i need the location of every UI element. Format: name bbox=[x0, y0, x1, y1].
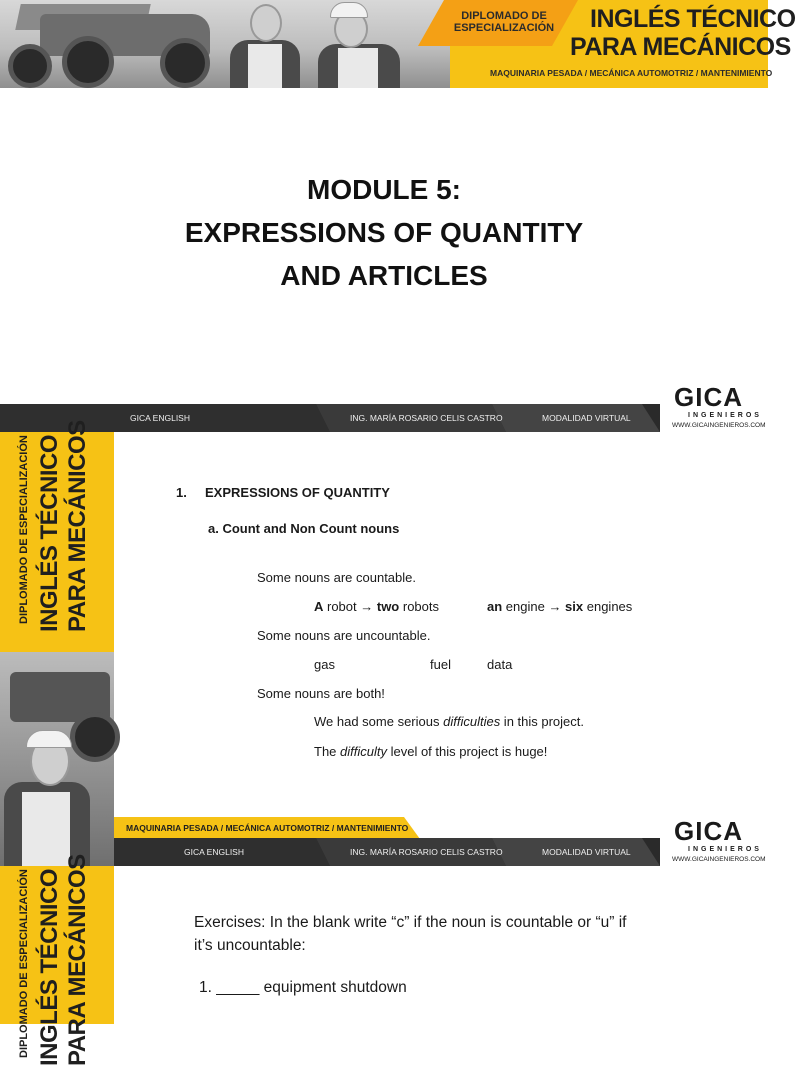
footer-brand: GICA ENGLISH bbox=[130, 413, 190, 423]
sentence-text: level of this project is huge! bbox=[386, 744, 548, 759]
word-engine: engine bbox=[502, 599, 549, 614]
countable-intro: Some nouns are countable. bbox=[257, 570, 416, 585]
example-robot bbox=[314, 599, 439, 614]
sentence-text: The bbox=[314, 744, 341, 759]
truck-wheel-icon bbox=[70, 712, 120, 762]
section-title: EXPRESSIONS OF QUANTITY bbox=[205, 485, 390, 500]
word-six: six bbox=[561, 599, 584, 614]
gica-logo-sub: INGENIEROS bbox=[688, 846, 762, 853]
truck-wheel-icon bbox=[62, 36, 114, 88]
sentence-text: We had some serious bbox=[314, 714, 444, 729]
header-title-line1: INGLÉS TÉCNICO bbox=[590, 5, 796, 33]
exercise-text: equipment shutdown bbox=[259, 979, 407, 996]
hard-hat-icon bbox=[330, 2, 368, 18]
footer-bar bbox=[0, 404, 660, 432]
uncountable-word: fuel bbox=[430, 657, 451, 672]
gica-logo-url: WWW.GICAINGENIEROS.COM bbox=[672, 856, 766, 863]
gica-logo bbox=[670, 816, 766, 866]
exercise-number: 1. bbox=[199, 979, 212, 996]
badge-line: ESPECIALIZACIÓN bbox=[453, 22, 555, 34]
sub-heading: a. Count and Non Count nouns bbox=[208, 521, 400, 536]
header-photo bbox=[0, 0, 450, 88]
gica-logo-sub: INGENIEROS bbox=[688, 412, 762, 419]
sidebar-small-label: DIPLOMADO DE ESPECIALIZACIÓN bbox=[18, 869, 30, 1058]
sentence-1 bbox=[314, 714, 584, 729]
both-intro: Some nouns are both! bbox=[257, 686, 385, 701]
section-number: 1. bbox=[176, 485, 187, 500]
slide1-header-banner bbox=[0, 0, 796, 88]
diplomado-badge-text bbox=[448, 10, 560, 34]
sidebar-big-label2: PARA MECÁNICOS bbox=[64, 420, 91, 632]
exercise-item bbox=[199, 979, 407, 997]
worker-vest bbox=[338, 48, 378, 88]
sentence-italic: difficulty bbox=[340, 744, 387, 759]
footer-bar bbox=[114, 838, 660, 866]
sentence-text: in this project. bbox=[500, 714, 585, 729]
gica-logo-mark: GICA bbox=[674, 382, 743, 412]
footer-mode: MODALIDAD VIRTUAL bbox=[542, 847, 631, 857]
header-subtitle: MAQUINARIA PESADA / MECÁNICA AUTOMOTRIZ / MANTENIMIENTO bbox=[490, 68, 773, 78]
module-title-line: AND ARTICLES bbox=[280, 260, 488, 291]
slide2-bottom-text: MAQUINARIA PESADA / MECÁNICA AUTOMOTRIZ / MANTENIMIENTO bbox=[126, 823, 409, 833]
sentence-italic: difficulties bbox=[443, 714, 501, 729]
word-robots: robots bbox=[399, 599, 439, 614]
sidebar-big-label2: PARA MECÁNICOS bbox=[64, 854, 91, 1066]
hard-hat-icon bbox=[26, 730, 72, 748]
sidebar-small-label: DIPLOMADO DE ESPECIALIZACIÓN bbox=[18, 435, 30, 624]
sidebar-photo bbox=[0, 652, 114, 866]
header-title-line2: PARA MECÁNICOS bbox=[570, 33, 791, 61]
gica-logo bbox=[670, 382, 766, 432]
uncountable-intro: Some nouns are uncountable. bbox=[257, 628, 431, 643]
truck-wheel-icon bbox=[8, 44, 52, 88]
worker-head bbox=[250, 4, 282, 42]
module-title bbox=[0, 168, 768, 297]
uncountable-word: gas bbox=[314, 657, 335, 672]
sidebar-big-label1: INGLÉS TÉCNICO bbox=[36, 868, 63, 1066]
word-two: two bbox=[373, 599, 400, 614]
badge-line: DIPLOMADO DE bbox=[461, 10, 547, 22]
word-engines: engines bbox=[583, 599, 633, 614]
word-robot: robot bbox=[323, 599, 361, 614]
worker-vest bbox=[22, 792, 70, 866]
footer-instructor: ING. MARÍA ROSARIO CELIS CASTRO bbox=[350, 413, 503, 423]
footer-brand: GICA ENGLISH bbox=[184, 847, 244, 857]
arrow-right-icon: → bbox=[360, 599, 374, 614]
gica-logo-url: WWW.GICAINGENIEROS.COM bbox=[672, 422, 766, 429]
exercise-instructions-line1: Exercises: In the blank write “c” if the noun is countable or “u” if bbox=[194, 914, 627, 931]
exercise-instructions-line2: it’s uncountable: bbox=[194, 937, 306, 954]
truck-wheel-icon bbox=[160, 38, 210, 88]
module-title-line: EXPRESSIONS OF QUANTITY bbox=[184, 217, 584, 248]
gica-logo-mark: GICA bbox=[674, 816, 743, 846]
module-title-line: MODULE 5: bbox=[307, 174, 461, 205]
arrow-right-icon: → bbox=[548, 599, 562, 614]
worker-vest bbox=[248, 44, 282, 88]
article-an: an bbox=[487, 599, 503, 614]
sentence-2 bbox=[314, 744, 547, 759]
footer-instructor: ING. MARÍA ROSARIO CELIS CASTRO bbox=[350, 847, 503, 857]
slide2-sidebar bbox=[0, 420, 114, 866]
slide3-sidebar bbox=[0, 854, 114, 1066]
exercise-blank: _____ bbox=[216, 979, 260, 996]
footer-mode: MODALIDAD VIRTUAL bbox=[542, 413, 631, 423]
article-a: A bbox=[314, 599, 324, 614]
uncountable-word: data bbox=[487, 657, 513, 672]
example-engine bbox=[487, 599, 632, 614]
sidebar-big-label1: INGLÉS TÉCNICO bbox=[36, 434, 63, 632]
